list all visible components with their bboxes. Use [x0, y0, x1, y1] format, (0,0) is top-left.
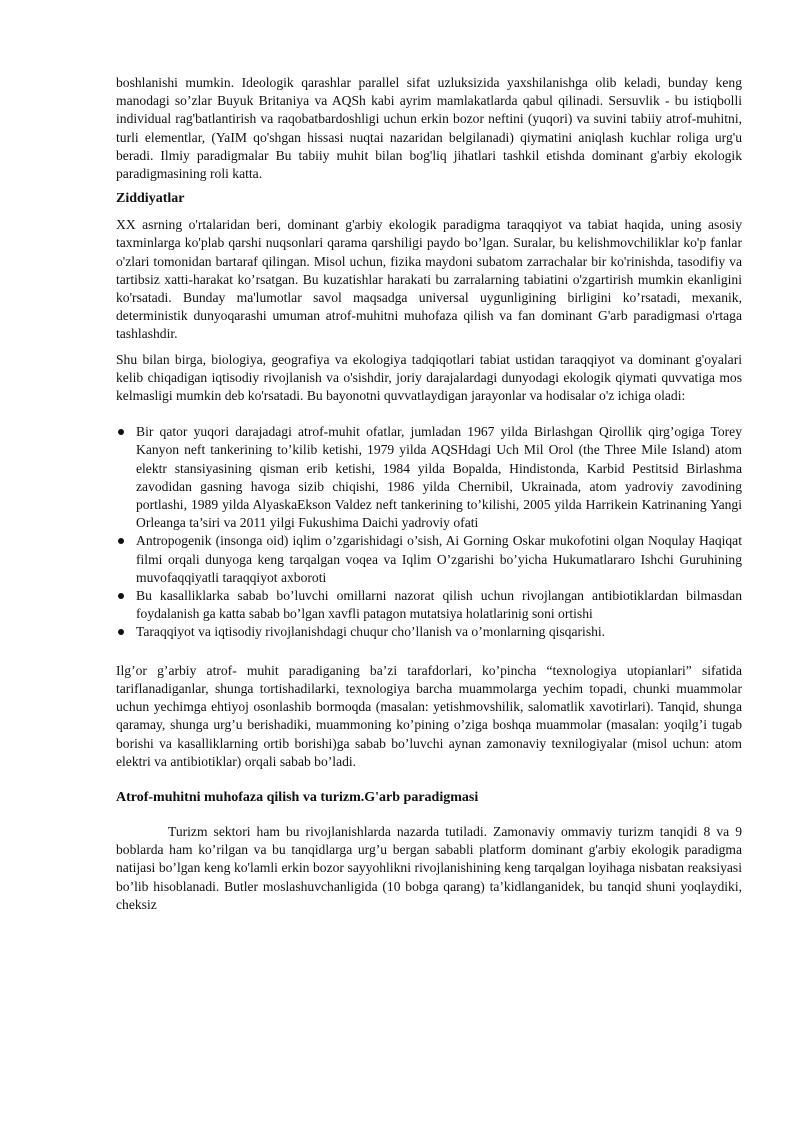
list-item	[116, 532, 742, 587]
paragraph-biology: Shu bilan birga, biologiya, geografiya va ekologiya tadqiqotlari tabiat ustidan taraqqiyot va dominant g'oyalari kelib chiqadigan iqtisodiy rivojlanish va o'sishdir, joriy darajalardagi dunyodagi ekologik qiymati quvvatiga mos kelmasligi mumkin deb ko'rsatadi. Bu bayonotni quvvatlaydigan jarayonlar va hodisalar o'z ichiga oladi:	[116, 351, 742, 404]
list-item	[116, 587, 742, 623]
paragraph-technology: Ilg’or g’arbiy atrof- muhit paradiganing ba’zi tarafdorlari, ko’pincha “texnologiya utopianlari” sifatida tariflanadiganlar, shunga tortishadilarki, texnologiya barcha muammolarga yechim topadi, chunki muammolar uchun yechimga ehtiyoj osonlashib bormoqda (masalan: yetishmovshilik, salomatlik xavotirlari). Tanqid, shunga qaramay, shunga urg’u berishadiki, muammoning ko’pining o’ziga boshqa muammolar (masalan: yoqilg’i tugab borishi va kasalliklarning ortib borishi)ga sabab bo’luvchi aynan zamonaviy texnilogiyalar (misol uchun: atom elektri va antibiotiklar) orqali sabab bo’ladi.	[116, 662, 742, 769]
paragraph-intro: boshlanishi mumkin. Ideologik qarashlar parallel sifat uzluksizida yaxshilanishga olib keladi, bunday keng manodagi so’zlar Buyuk Britaniya va AQSh kabi ayrim mamlakatlarda qabul qilinadi. Sersuvlik - bu istiqbolli individual rag'batlantirish va raqobatbardoshligi uchun erkin bozor neftini (yuqori) va suvini tabiiy atrof-muhitni, turli elementlar, (YaIM qo'shgan hissasi nuqtai nazaridan belgilanadi) qiymatini aniqlash kuchlar roliga urg'u beradi. Ilmiy paradigmalar Bu tabiiy muhit bilan bog'liq jihatlari tashkil etishda dominant g'arbiy ekologik paradigmasining roli katta.	[116, 75, 742, 182]
list-item	[116, 423, 742, 532]
list-item	[116, 623, 742, 641]
bullet-dot-icon	[118, 429, 124, 435]
paragraph-contradictions: XX asrning o'rtalaridan beri, dominant g'arbiy ekologik paradigma taraqqiyot va tabiat haqida, uning asosiy taxminlarga ko'plab qarshi nuqsonlari qarama qarshiligi paydo bo’lgan. Suralar, bu kelishmovchiliklar ko'p fanlar o'zlari tomonidan bartaraf qilingan. Misol uchun, fizika maydoni subatom zarrachalar bir ko'rinishda, tasodifiy va tartibsiz xatti-harakat ko’rsatgan. Bu kuzatishlar harakati bu zarralarning tabiatini o'zgartirish mumkin ekanligini ko'rsatadi. Bunday ma'lumotlar savol maqsadga universal uygunligining birligini ko’rsatadi, mexanik, deterministik dunyoqarashi umuman atrof-muhitni muhofaza qilish va fan dominant G'arb paradigmasi o'rtaga tashlashdir.	[116, 217, 742, 342]
heading-tourism: Atrof-muhitni muhofaza qilish va turizm.G'arb paradigmasi	[116, 789, 479, 805]
bullet-dot-icon	[118, 538, 124, 544]
list-item-text: Bu kasalliklarka sabab bo’luvchi omillarni nazorat qilish uchun rivojlangan antibiotiklardan bilmasdan foydalanish ga katta sabab bo’lgan xavfli patagon mutatsiya holatlarinig soni ortishi	[136, 588, 742, 622]
bullet-dot-icon	[118, 593, 124, 599]
list-item-text: Antropogenik (insonga oid) iqlim o’zgarishidagi o’sish, Ai Gorning Oskar mukofotini olgan Noqulay Haqiqat filmi orqali dunyoga keng tarqalgan voqea va Iqlim O’zgarishi bo’yicha Hukumatlararo Ishchi Guruhining muvofaqqiyatli taraqqiyot axboroti	[136, 533, 742, 585]
list-item-text: Taraqqiyot va iqtisodiy rivojlanishdagi chuqur cho’llanish va o’monlarning qisqarishi.	[136, 624, 606, 640]
heading-ziddiyatlar: Ziddiyatlar	[116, 191, 185, 207]
document-page	[116, 74, 742, 914]
bullet-list	[116, 423, 742, 641]
paragraph-tourism: Turizm sektori ham bu rivojlanishlarda nazarda tutiladi. Zamonaviy ommaviy turizm tanqidi 8 va 9 boblarda ham ko’rilgan va bu tanqidlarga urg’u bergan sababli platform dominant g'arbiy ekologik paradigma natijasi bo’lgan keng ko'lamli erkin bozor sayyohlikni rivojlanishining keng tarqalgan loyihaga nisbatan reaksiyasi bo’lib hisoblanadi. Butler moslashuvchanligida (10 bobga qarang) ta’kidlanganidek, bu tanqid shuni yoqlaydiki, cheksiz	[116, 823, 742, 912]
bullet-dot-icon	[118, 629, 124, 635]
list-item-text: Bir qator yuqori darajadagi atrof-muhit ofatlar, jumladan 1967 yilda Birlashgan Qirollik qirg’ogiga Torey Kanyon neft tankerining to’kilib ketishi, 1979 yilda AQSHdagi Uch Mil Orol (the Three Mile Island) atom elektr stansiyasining qisman erib ketishi, 1984 yilda Bopalda, Hindistonda, Karbid Pestitsid Birlashma zavodidan gasning havoga sizib chiqishi, 1986 yilda Chernibil, Ukrainada, atom yadroviy zavodining portlashi, 1989 yilda AlyaskaEkson Valdez neft tankerining to’kilishi, 2005 yilda Harrikein Katrinaning Yangi Orleanga ta’siri va 2011 yilgi Fukushima Daichi yadroviy ofati	[136, 424, 742, 531]
